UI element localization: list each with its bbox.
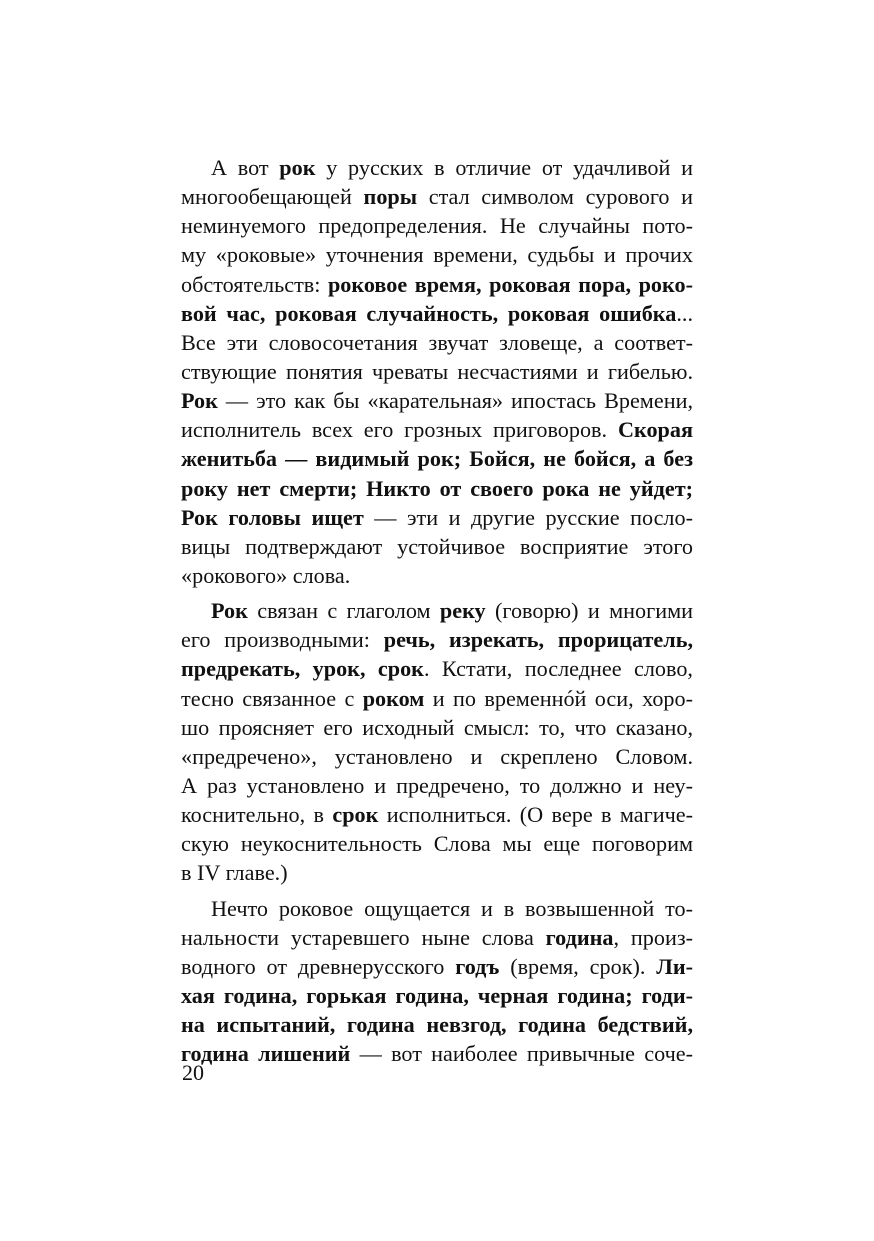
- text-run: обстоятельств:: [181, 271, 328, 297]
- text-line: [181, 800, 693, 829]
- text-run: , произ-: [613, 924, 693, 950]
- text-run: коснительно, в: [181, 802, 333, 828]
- paragraph: [181, 894, 693, 1069]
- text-line: [181, 357, 693, 386]
- bold-term: рок: [279, 155, 316, 180]
- text-line: [181, 981, 693, 1010]
- text-run: ствующие понятия чреваты несчастиями и гибелью.: [181, 358, 693, 384]
- text-line: [181, 894, 693, 923]
- bold-term: роковое время, роковая пора, роко-: [327, 271, 693, 297]
- bold-term: хая година, горькая година, черная година; годи-: [181, 982, 693, 1008]
- bold-term: Скорая: [617, 417, 693, 443]
- text-run: Нечто роковое ощущается и в возвышенной то-: [211, 895, 693, 921]
- text-line: [181, 153, 693, 182]
- bold-term: поры: [363, 184, 418, 210]
- bold-term: предрекать, урок, срок: [181, 656, 424, 682]
- text-line: [181, 952, 693, 981]
- text-line: [181, 240, 693, 269]
- text-run: — вот наиболее привычные соче-: [350, 1041, 693, 1067]
- bold-term: речь, изрекать, прорицатель,: [383, 627, 693, 653]
- text-run: . Кстати, последнее слово,: [423, 656, 693, 682]
- text-line: [181, 532, 693, 561]
- paragraph: [181, 596, 693, 887]
- text-line: [181, 596, 693, 625]
- text-run: у русских в отличие от удачливой и: [315, 155, 693, 180]
- bold-term: реку: [439, 598, 486, 624]
- text-line: [181, 923, 693, 952]
- text-run: (время, срок).: [499, 953, 657, 979]
- text-line: [181, 474, 693, 503]
- text-line: [181, 713, 693, 742]
- text-run: «предречено», установлено и скреплено Словом.: [181, 743, 693, 769]
- text-line: [181, 1010, 693, 1039]
- text-run: му «роковые» уточнения времени, судьбы и прочих: [181, 242, 693, 268]
- text-run: исполнитель всех его грозных приговоров.: [181, 417, 618, 443]
- bold-term: женитьба — видимый рок; Бойся, не бойся, а без: [181, 446, 693, 472]
- text-run: вицы подтверждают устойчивое восприятие этого: [181, 533, 693, 559]
- text-line: [181, 1039, 693, 1068]
- bold-term: срок: [332, 802, 379, 828]
- text-line: [181, 211, 693, 240]
- text-run: А вот: [211, 155, 280, 180]
- bold-term: Рок: [211, 598, 248, 624]
- text-run: «рокового» слова.: [181, 562, 351, 588]
- text-run: — это как бы «карательная» ипостась Времени,: [217, 388, 693, 414]
- text-line: [181, 858, 693, 887]
- text-run: водного от древнерусского: [181, 953, 456, 979]
- text-line: [181, 270, 693, 299]
- text-line: [181, 829, 693, 858]
- text-line: [181, 625, 693, 654]
- page-number: 20: [182, 1060, 204, 1085]
- paragraph: [181, 153, 693, 590]
- text-run: и по временнóй оси, хоро-: [424, 685, 693, 711]
- text-run: неминуемого предопределения. Не случайны пото-: [181, 213, 693, 239]
- text-run: его производными:: [181, 627, 384, 653]
- text-line: [181, 299, 693, 328]
- bold-term: вой час, роковая случайность, роковая ошибка: [181, 300, 677, 326]
- text-run: тесно связанное с: [181, 685, 363, 711]
- text-run: нальности устаревшего ныне слова: [181, 924, 546, 950]
- text-run: связан с глаголом: [247, 598, 440, 624]
- bold-term: година: [545, 924, 614, 950]
- text-run: стал символом сурового и: [417, 184, 694, 210]
- text-run: ...: [676, 300, 693, 326]
- text-line: [181, 684, 693, 713]
- text-line: [181, 328, 693, 357]
- text-line: [181, 444, 693, 473]
- text-line: [181, 561, 693, 590]
- bold-term: година лишений: [181, 1041, 351, 1067]
- bold-term: роком: [362, 685, 425, 711]
- bold-term: Рок головы ищет: [181, 504, 364, 530]
- body-text: [181, 153, 693, 1068]
- text-run: шо проясняет его исходный смысл: то, что сказано,: [181, 714, 693, 740]
- text-run: исполниться. (О вере в магиче-: [378, 802, 693, 828]
- text-run: в IV главе.): [181, 860, 288, 886]
- text-run: — эти и другие русские посло-: [363, 504, 693, 530]
- text-line: [181, 386, 693, 415]
- text-line: [181, 771, 693, 800]
- text-run: (говорю) и многими: [485, 598, 693, 624]
- text-run: скую неукоснительность Слова мы еще поговорим: [181, 831, 693, 857]
- bold-term: Ли-: [656, 953, 693, 979]
- text-line: [181, 415, 693, 444]
- text-line: [181, 654, 693, 683]
- bold-term: годъ: [455, 953, 500, 979]
- text-run: многообещающей: [181, 184, 364, 210]
- text-run: А раз установлено и предречено, то должно и неу-: [181, 772, 693, 798]
- bold-term: року нет смерти; Никто от своего рока не уйдет;: [181, 475, 693, 501]
- text-line: [181, 182, 693, 211]
- text-line: [181, 503, 693, 532]
- bold-term: на испытаний, година невзгод, година бедствий,: [181, 1012, 693, 1038]
- text-run: Все эти словосочетания звучат зловеще, а соответ-: [181, 329, 693, 355]
- text-line: [181, 742, 693, 771]
- bold-term: Рок: [181, 388, 218, 414]
